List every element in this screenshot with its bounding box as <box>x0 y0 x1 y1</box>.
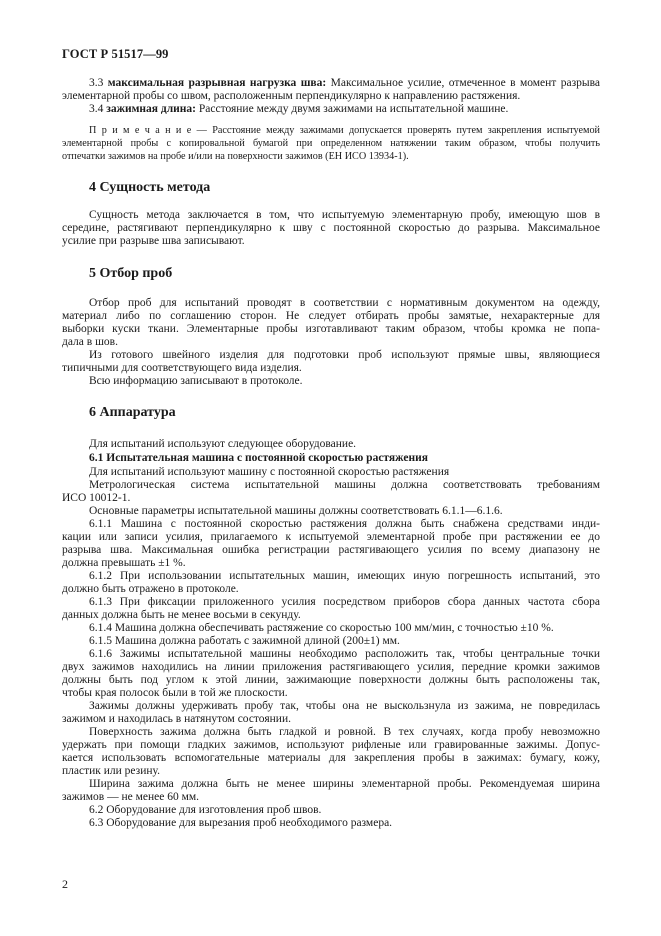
text-line: Отбор проб для испытаний проводят в соответствии с нормативным документом на одежду, <box>89 297 600 309</box>
text-line: Основные параметры испытательной машины должны соответствовать 6.1.1—6.1.6. <box>89 505 503 517</box>
text-line: Всю информацию записывают в протоколе. <box>89 375 303 387</box>
text-line: материал либо по соглашению сторон. Не следует отбирать пробы замятые, нехарактерные для <box>62 310 600 322</box>
text-line: Для испытаний используют следующее оборудование. <box>89 438 357 450</box>
text-line: Из готового швейного изделия для подготовки проб используют прямые швы, являющиеся <box>89 349 600 361</box>
text-line: удержать при помощи гладких зажимов, используют рифленые или гравированные зажимы. Допус- <box>62 739 600 751</box>
document-header: ГОСТ Р 51517—99 <box>62 47 169 61</box>
definition-3-3-line: 3.3 максимальная разрывная нагрузка шва: Максимальное усилие, отмеченное в момент разрыва <box>89 77 601 89</box>
section-heading-6: 6 Аппаратура <box>89 405 176 420</box>
text-line: Зажимы должны удерживать пробу так, чтобы она не выскользнула из зажима, не повредилась <box>89 700 600 712</box>
text-line: 6.1.5 Машина должна работать с зажимной длиной (200±1) мм. <box>89 635 400 647</box>
text-line: Сущность метода заключается в том, что испытуемую элементарную пробу, имеющую шов в <box>89 209 600 221</box>
text-line: 6.1.4 Машина должна обеспечивать растяжение со скоростью 100 мм/мин, с точностью ±10 %. <box>89 622 554 634</box>
term: зажимная длина: <box>106 103 196 115</box>
text-line: 6.2 Оборудование для изготовления проб швов. <box>89 804 322 816</box>
text-line: должно быть отражено в протоколе. <box>62 583 239 595</box>
text-line: двух зажимов находились на линии приложения растягивающего усилия, передние кромки зажимов <box>62 661 600 673</box>
note-line: П р и м е ч а н и е — Расстояние между зажимами допускается проверять путем закрепления испытуемой <box>89 125 600 136</box>
text-line: Ширина зажима должна быть не менее ширины элементарной пробы. Рекомендуемая ширина <box>89 778 600 790</box>
text-line: кации или записи усилия, прилагаемого к испытуемой элементарной пробе при растяжении ее до <box>62 531 600 543</box>
text-line: середине, растягивают перпендикулярно к шву с постоянной скоростью до разрыва. Максимальное <box>62 222 600 234</box>
note-line: отпечатки зажимов на пробе и/или на поверхности зажимов (ЕН ИСО 13934-1). <box>62 151 409 162</box>
text-line: типичными для соответствующего вида изделия. <box>62 362 302 374</box>
text-line: должны быть под углом к этой линии, зажимающие поверхности должны быть расположены так, <box>62 674 600 686</box>
term: максимальная разрывная нагрузка шва: <box>107 77 327 89</box>
text-line: зажимов — не менее 60 мм. <box>62 791 200 803</box>
subsection-heading-6-1: 6.1 Испытательная машина с постоянной скоростью растяжения <box>89 452 428 464</box>
text-line: Поверхность зажима должна быть гладкой и ровной. В тех случаях, когда пробу невозможно <box>89 726 600 738</box>
text-line: 6.1.2 При использовании испытательных машин, имеющих иную погрешность испытаний, это <box>89 570 600 582</box>
text-line: данных должна быть не менее восьми в секунду. <box>62 609 301 621</box>
definition-3-4-line: 3.4 зажимная длина: Расстояние между двумя зажимами на испытательной машине. <box>89 103 509 115</box>
text-line: элементарной пробы со швом, расположенным перпендикулярно к направлению растяжения. <box>62 90 521 102</box>
text-line: кается использовать вспомогательные материалы для закрепления пробы в зажимах: бумагу, кожу, <box>62 752 600 764</box>
section-heading-5: 5 Отбор проб <box>89 266 173 281</box>
text-line: чтобы края полосок были в той же плоскости. <box>62 687 288 699</box>
text-line: Для испытаний используют машину с постоянной скоростью растяжения <box>89 466 450 478</box>
section-heading-4: 4 Сущность метода <box>89 180 211 195</box>
text-line: 6.1.1 Машина с постоянной скоростью растяжения должна быть снабжена средствами инди- <box>89 518 600 530</box>
text-line: выборки куски ткани. Элементарные пробы изготавливают таким образом, чтобы кромка не попа- <box>62 323 600 335</box>
text-line: Метрологическая система испытательной машины должна соответствовать требованиям <box>89 479 600 491</box>
page-number: 2 <box>62 877 68 891</box>
text-line: 6.3 Оборудование для вырезания проб необходимого размера. <box>89 817 393 829</box>
text-line: должна превышать ±1 %. <box>62 557 186 569</box>
text-line: дала в шов. <box>62 336 118 348</box>
text-line: 6.1.6 Зажимы испытательной машины необходимо расположить так, чтобы центральные точки <box>89 648 600 660</box>
text-line: разрыва шва. Максимальная ошибка регистрации растягивающего усилия по всему диапазону не <box>62 544 600 556</box>
note-line: элементарной пробы с копировальной бумагой при определенном натяжении таким образом, чтобы получить <box>62 138 600 149</box>
text-line: зажимом и находилась в натянутом состоянии. <box>62 713 291 725</box>
text-line: пластик или резину. <box>62 765 160 777</box>
text-line: ИСО 10012-1. <box>62 492 131 504</box>
text-line: 6.1.3 При фиксации приложенного усилия посредством приборов сбора данных частота сбора <box>89 596 600 608</box>
text-line: усилие при разрыве шва записывают. <box>62 235 245 247</box>
